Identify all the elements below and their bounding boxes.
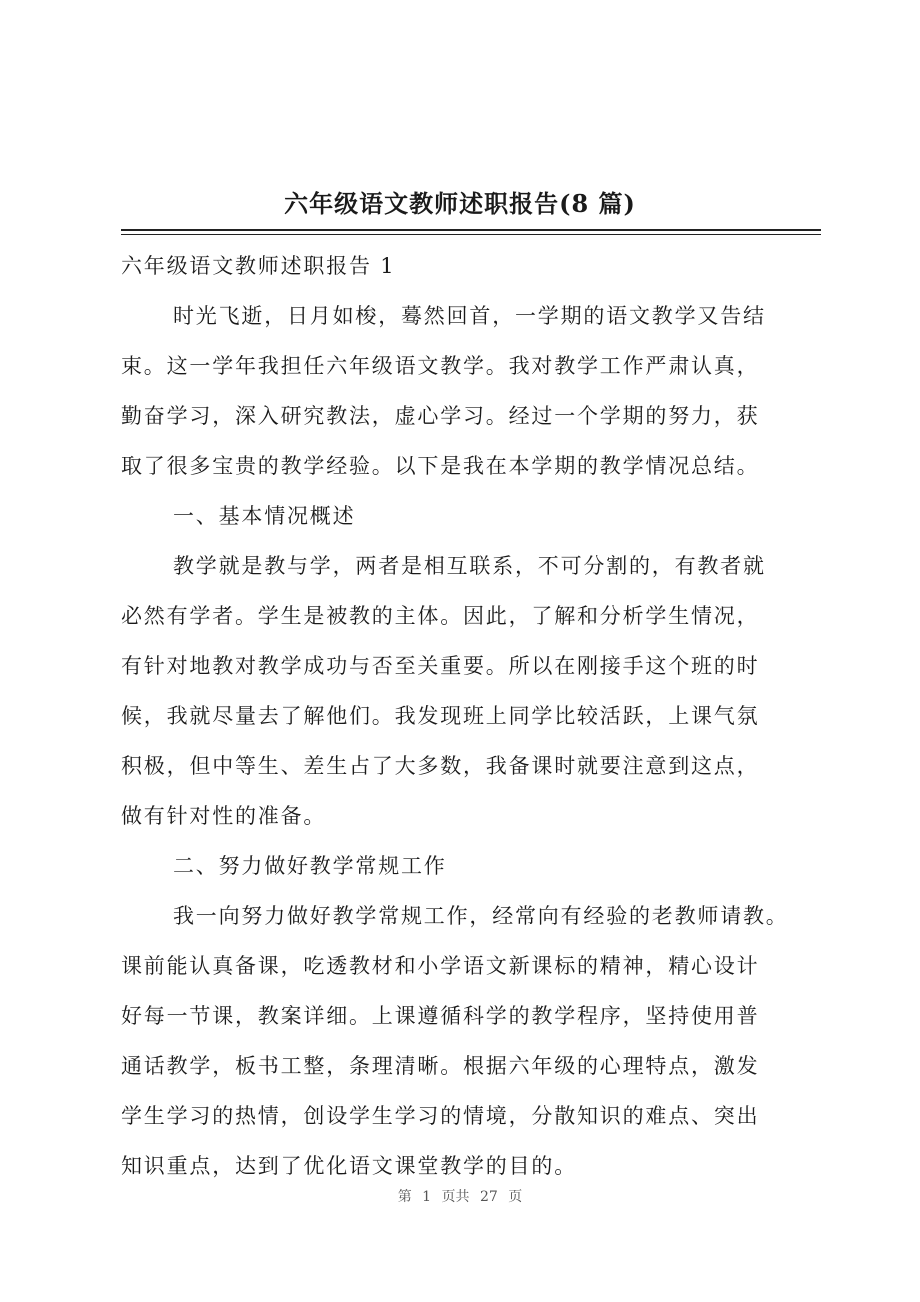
body-line: 时光飞逝，日月如梭，蓦然回首，一学期的语文教学又告结 [173,304,766,328]
body-line: 学生学习的热情，创设学生学习的情境，分散知识的难点、突出 [121,1104,760,1128]
title-divider-thin [121,234,821,235]
body-line: 六年级语文教师述职报告 1 [121,254,396,278]
document-body [121,241,821,1191]
section-heading: 一、基本情况概述 [173,504,356,528]
document-title: 六年级语文教师述职报告(8 篇) [284,189,636,218]
body-line: 取了很多宝贵的教学经验。以下是我在本学期的教学情况总结。 [121,454,760,478]
body-line: 束。这一学年我担任六年级语文教学。我对教学工作严肃认真， [121,354,760,378]
body-line: 知识重点，达到了优化语文课堂教学的目的。 [121,1154,577,1178]
body-line: 候，我就尽量去了解他们。我发现班上同学比较活跃，上课气氛 [121,704,760,728]
body-line: 有针对地教对教学成功与否至关重要。所以在刚接手这个班的时 [121,654,760,678]
body-line: 做有针对性的准备。 [121,804,327,828]
body-line: 积极，但中等生、差生占了大多数，我备课时就要注意到这点， [121,754,760,778]
body-line: 通话教学，板书工整，条理清晰。根据六年级的心理特点，激发 [121,1054,760,1078]
section-heading: 二、努力做好教学常规工作 [173,854,447,878]
body-line: 好每一节课，教案详细。上课遵循科学的教学程序，坚持使用普 [121,1004,760,1028]
page-number-footer: 第 1 页共 27 页 [397,1189,523,1205]
title-divider-thick [121,229,821,231]
body-line: 必然有学者。学生是被教的主体。因此，了解和分析学生情况， [121,604,760,628]
body-line: 勤奋学习，深入研究教法，虚心学习。经过一个学期的努力，获 [121,404,760,428]
body-line: 我一向努力做好教学常规工作，经常向有经验的老教师请教。 [173,904,789,928]
body-line: 课前能认真备课，吃透教材和小学语文新课标的精神，精心设计 [121,954,760,978]
body-line: 教学就是教与学，两者是相互联系，不可分割的，有教者就 [173,554,766,578]
